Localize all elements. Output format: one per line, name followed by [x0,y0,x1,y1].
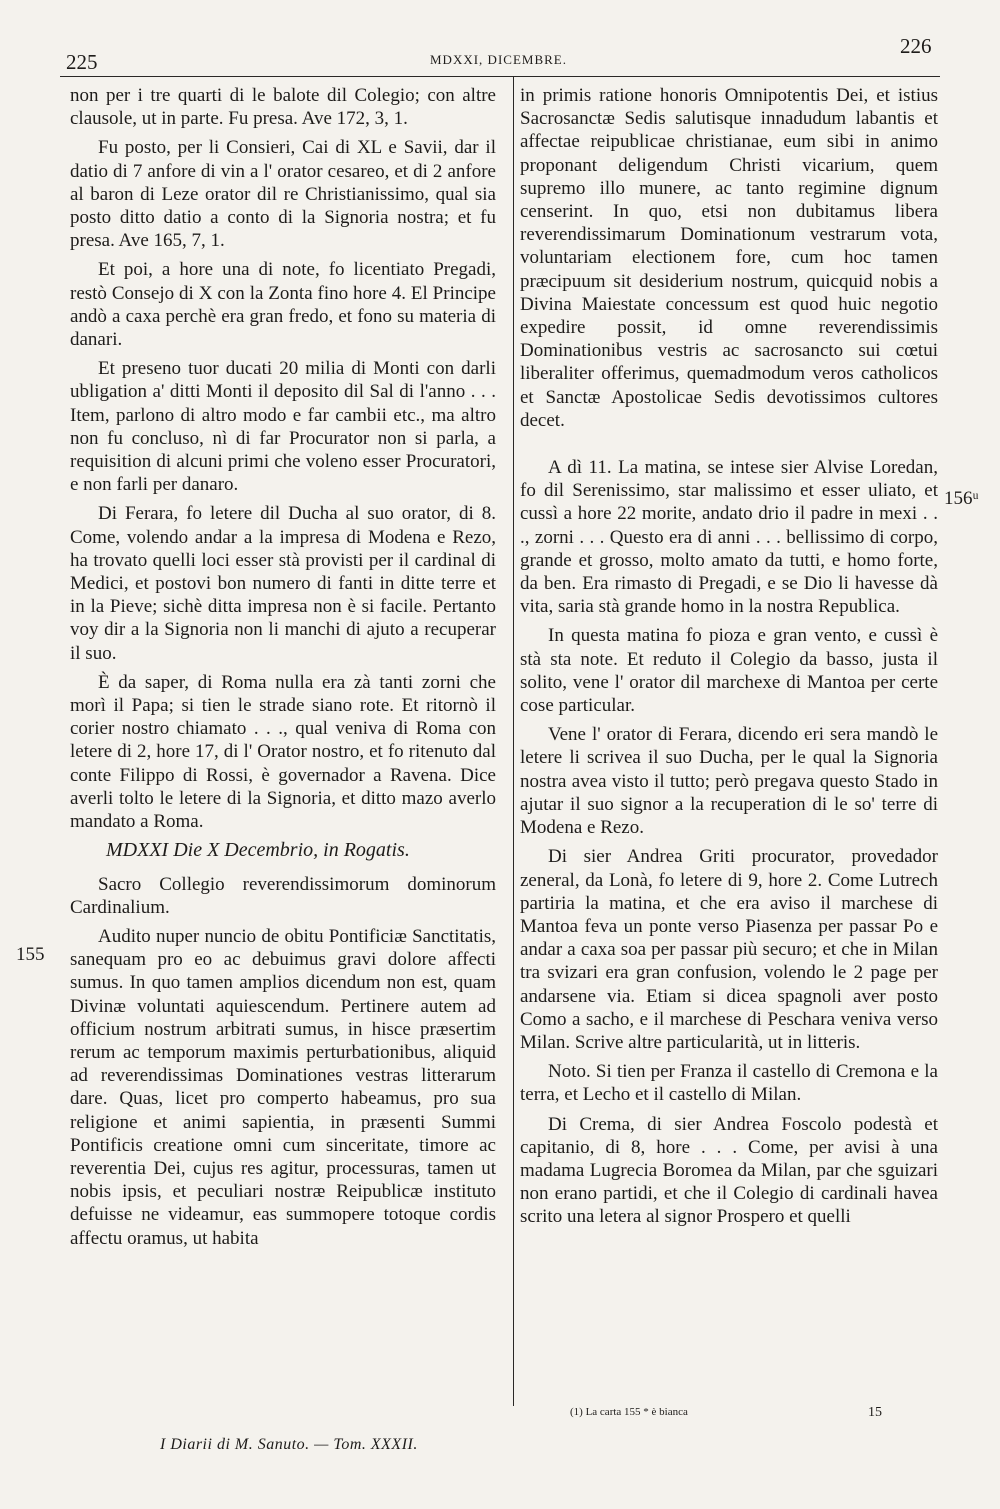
paragraph: non per i tre quarti di le balote dil Colegio; con altre clausole, ut in parte. Fu presa. Ave 172, 3, 1. [70,85,496,130]
paragraph: Vene l' orator di Ferara, dicendo eri sera mandò le letere li scrivea il suo Ducha, per le qual la Signoria nostra avea visto il tutto; però pregava questo Stado in ajutar il suo signor a la recuperation di le so' terre di Modena e Rezo. [520,724,938,839]
paragraph: È da saper, di Roma nulla era zà tanti zorni che morì il Papa; si tien le strade siano rote. Et ritornò il corier nostro chiamato . . ., qual veniva di Roma con letere di 2, hore 17, di l' Orator nostro, et fo ritenuto dal conte Filippo di Rossi, è governador a Ravena. Dice averli tolto le letere di la Signoria, et ditto mazo averlo mandato a Roma. [70,671,496,833]
column-divider [513,76,514,1406]
paragraph: Sacro Collegio reverendissimorum dominorum Cardinalium. [70,873,496,918]
paragraph: Noto. Si tien per Franza il castello di Cremona e la terra, et Lecho et il castello di Milan. [520,1061,938,1106]
page-footer: I Diarii di M. Sanuto. — Tom. XXXII. [160,1436,418,1453]
paragraph: In questa matina fo pioza e gran vento, e cussì è stà sta note. Et reduto il Colegio da basso, justa il solito, vene l' orator dil marchexe di Mantoa per certe cose particular. [520,625,938,717]
margin-number-left: 155 [16,944,45,965]
footnote: (1) La carta 155 * è bianca [570,1406,688,1418]
paragraph: Di sier Andrea Griti procurator, provedador zeneral, da Lonà, fo letere di 9, hore 2. Come Lutrech partiria la matina, et che era aviso il marchese di Mantoa feva un ponte verso Piasenza per passar Po e andar a caxa soa per passar più securo; et che in Milan tra svizari era gran confusion, volendo le 2 page per andarsene via. Etiam si dicea spagnoli aver posto Como a sacho, e il marchese di Peschara veniva verso Milan. Scrive altre particularità, ut in litteris. [520,846,938,1053]
section-heading: MDXXI Die X Decembrio, in Rogatis. [106,839,410,862]
paragraph: Di Ferara, fo letere dil Ducha al suo orator, di 8. Come, volendo andar a la impresa di Modena e Rezo, ha trovato quelli loci esser stà provisti per il cardinal di Medici, et postovi bon numero di fanti in ditte terre et in la Pieve; sichè ditta impresa non è si facile. Pertanto voy dir a la Signoria non li manchi di ajuto a recuperar il suo. [70,503,496,664]
signature-mark: 15 [868,1405,882,1420]
left-column [70,84,496,1256]
paragraph: Di Crema, di sier Andrea Foscolo podestà et capitanio, di 8, hore . . . Come, per avisi à una madama Lugrecia Boromea da Milan, par che sguizari non erano partidi, et che il Colegio di cardinali havea scrito una letera al signor Prospero et quelli [520,1113,938,1228]
paragraph: Et poi, a hore una di note, fo licentiato Pregadi, restò Consejo di X con la Zonta fino hore 4. El Principe andò a caxa perchè era gran fredo, et fono su materia di danari. [70,259,496,351]
page-number-left: 225 [66,50,98,74]
margin-number-right: 156ᵘ [944,488,979,509]
paragraph: A dì 11. La matina, se intese sier Alvise Loredan, fo dil Serenissimo, star malissimo et esser uliato, et cussì a hore 22 morite, andato drio il padre in mexi . . ., zorni . . . Questo era di anni . . . bellissimo di corpo, grande et grosso, molto amato da tutti, e homo forte, da ben. Era rimasto di Pregadi, e se Dio li havesse dà vita, saria stà grande homo in la nostra Republica. [520,457,938,618]
header-rule [60,76,940,77]
running-title: MDXXI, DICEMBRE. [430,52,567,67]
paragraph: Audito nuper nuncio de obitu Pontificiæ Sanctitatis, sanequam pro eo ac debuimus gravi dolore affecti sumus. In quo tamen amplios dicendum non est, quam Divinæ voluntati aquiescendum. Pertinere autem ad officium nostrum arbitrati sumus, in hisce præsertim rerum ac temporum maximis perturbationibus, aliquid ad reverendissimas Dominationes vestras litterarum dare. Quas, licet pro comperto habeamus, pro sua religione et animi sapientia, in præsenti Summi Pontificis creatione omni cum sinceritate, timore ac reverentia Dei, cujus res agitur, processuras, tamen ut nobis ipsis, et peculiari nostræ Reipublicæ instituto defuisse ne videamur, eas summopere totoque cordis affectu oramus, ut habita [70,925,496,1249]
page-number-right: 226 [900,34,932,58]
page-header [0,34,1000,80]
paragraph: in primis ratione honoris Omnipotentis Dei, et istius Sacrosanctæ Sedis salutisque innadudum labantis et affectae reipublicae christianae, eum sibi in animo proponant deligendum Christi vicarium, quem supremo illo munere, ac tanto regimine dignum censerint. In quo, etsi non dubitamus libera reverendissimarum Dominationum vestrarum vota, voluntariam electionem fore, cum hoc tamen præcipuum sit desiderium nostrum, quicquid nobis a Divina Maiestate concessum est quod huic negotio expedire possit, id omne reverendissimis Dominationibus vestris ac sacrosancto sui cœtui liberaliter offerimus, quemadmodum veros catholicos et Sanctæ Apostolicae Sedis devotissimos cultores decet. [520,85,938,431]
right-column [520,84,938,1235]
paragraph: Fu posto, per li Consieri, Cai di XL e Savii, dar il datio di 7 anfore di vin a l' orator cesareo, et di 2 anfore al baron di Leze orator dil re Christianissimo, qual sia posto ditto datio a conto di la Signoria nostra; et fu presa. Ave 165, 7, 1. [70,137,496,252]
paragraph: Et preseno tuor ducati 20 milia di Monti con darli ubligation a' ditti Monti il deposito dil Sal di l'anno . . . Item, parlono di altro modo e far cambii etc., ma altro non fu concluso, nì di far Procurator non si parla, a requisition di alcuni primi che voleno esser Procuratori, e non farli per danaro. [70,358,496,496]
